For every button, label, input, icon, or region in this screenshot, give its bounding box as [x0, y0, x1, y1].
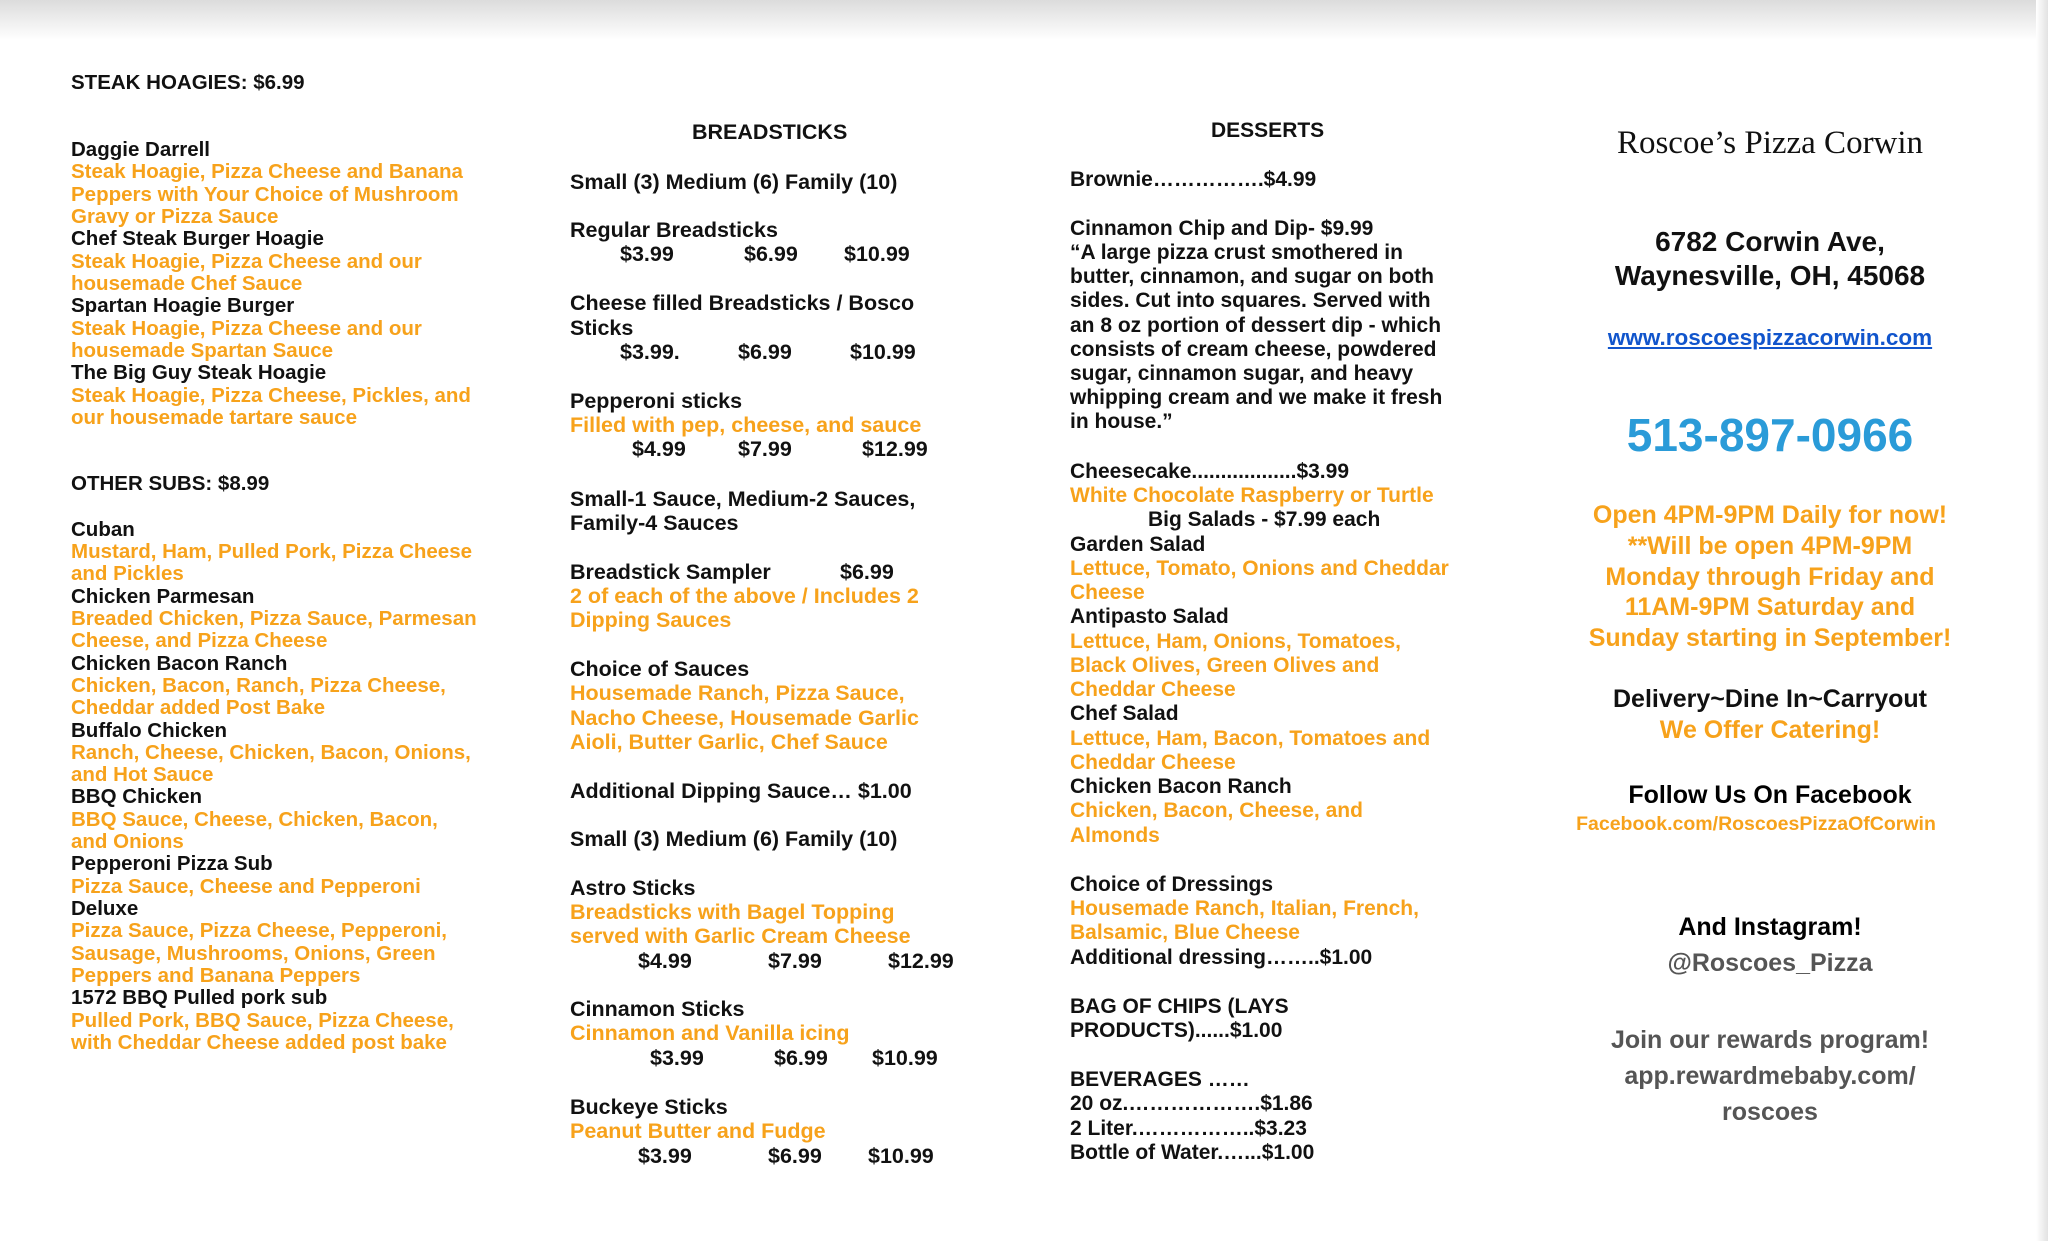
facebook-url[interactable]: Facebook.com/RoscoesPizzaOfCorwin: [1576, 813, 1936, 835]
item-desc: BBQ Sauce, Cheese, Chicken, Bacon,: [71, 808, 438, 831]
services-line: Delivery~Dine In~Carryout: [1612, 685, 1927, 713]
item-name: Cinnamon Chip and Dip- $9.99: [1070, 217, 1374, 240]
item-desc: Breaded Chicken, Pizza Sauce, Parmesan: [71, 607, 477, 630]
item-price: $6.99: [840, 560, 894, 584]
website-link[interactable]: www.roscoespizzacorwin.com: [1607, 325, 1933, 350]
price-small: $3.99: [650, 1046, 704, 1070]
item-desc: Breadsticks with Bagel Topping: [570, 900, 895, 924]
item-name: Brownie…………….$4.99: [1070, 168, 1317, 191]
item-name: Cuban: [71, 518, 135, 541]
item-name: Spartan Hoagie Burger: [71, 294, 295, 317]
item-desc: Mustard, Ham, Pulled Pork, Pizza Cheese: [71, 540, 473, 563]
item-name: Chicken Bacon Ranch: [1070, 775, 1292, 798]
item-name: Chicken Bacon Ranch: [71, 652, 288, 675]
item-desc: our housemade tartare sauce: [71, 406, 357, 429]
size-legend: Small (3) Medium (6) Family (10): [570, 170, 898, 194]
item-desc: Cinnamon and Vanilla icing: [570, 1021, 850, 1045]
item-name: Sticks: [570, 316, 634, 340]
item-desc: Steak Hoagie, Pizza Cheese and our: [71, 250, 422, 273]
price-family: $12.99: [888, 949, 954, 973]
additional-dressing: Additional dressing……..$1.00: [1070, 946, 1373, 969]
item-desc: consists of cream cheese, powdered: [1070, 338, 1437, 361]
item-name: Chef Steak Burger Hoagie: [71, 227, 324, 250]
item-name: Deluxe: [71, 897, 139, 920]
beverage-line: Bottle of Water.…...$1.00: [1070, 1141, 1315, 1164]
chips-line: BAG OF CHIPS (LAYS: [1070, 995, 1289, 1018]
item-name: Cheese filled Breadsticks / Bosco: [570, 291, 915, 315]
catering-line: We Offer Catering!: [1659, 716, 1881, 744]
item-desc: Filled with pep, cheese, and sauce: [570, 413, 922, 437]
price-medium: $7.99: [738, 437, 792, 461]
item-name: Buffalo Chicken: [71, 719, 228, 742]
price-family: $10.99: [844, 242, 910, 266]
hours-line: Open 4PM-9PM Daily for now!: [1592, 501, 1948, 529]
beverage-line: 2 Liter.……………..$3.23: [1070, 1117, 1307, 1140]
item-name: Cheesecake..................$3.99: [1070, 460, 1349, 483]
item-desc: in house.”: [1070, 410, 1173, 433]
item-name: Regular Breadsticks: [570, 218, 778, 242]
item-desc: Cheese, and Pizza Cheese: [71, 629, 328, 652]
item-name: Daggie Darrell: [71, 138, 210, 161]
steak-hoagies-heading: STEAK HOAGIES: $6.99: [71, 71, 305, 94]
item-desc: Dipping Sauces: [570, 608, 732, 632]
hours-line: Monday through Friday and: [1605, 563, 1935, 591]
price-small: $3.99: [620, 242, 674, 266]
item-desc: Nacho Cheese, Housemade Garlic: [570, 706, 919, 730]
item-name: Garden Salad: [1070, 533, 1206, 556]
right-fold-shadow: [2036, 0, 2048, 1241]
item-desc: Black Olives, Green Olives and: [1070, 654, 1380, 677]
item-desc: Lettuce, Ham, Bacon, Tomatoes and: [1070, 727, 1431, 750]
item-desc: Chicken, Bacon, Ranch, Pizza Cheese,: [71, 674, 446, 697]
item-desc: Gravy or Pizza Sauce: [71, 205, 279, 228]
sauce-note: Small-1 Sauce, Medium-2 Sauces,: [570, 487, 916, 511]
item-desc: housemade Spartan Sauce: [71, 339, 334, 362]
item-desc: Pizza Sauce, Pizza Cheese, Pepperoni,: [71, 919, 447, 942]
item-desc: Peppers and Banana Peppers: [71, 964, 361, 987]
item-desc: Balsamic, Blue Cheese: [1070, 921, 1300, 944]
item-desc: Cheddar Cheese: [1070, 678, 1236, 701]
item-desc: and Hot Sauce: [71, 763, 214, 786]
item-desc: and Pickles: [71, 562, 184, 585]
top-shadow: [0, 0, 2048, 40]
item-desc: Chicken, Bacon, Cheese, and: [1070, 799, 1363, 822]
item-desc: Ranch, Cheese, Chicken, Bacon, Onions,: [71, 741, 471, 764]
price-medium: $6.99: [774, 1046, 828, 1070]
beverages-heading: BEVERAGES ……: [1070, 1068, 1250, 1091]
item-desc: Lettuce, Tomato, Onions and Cheddar: [1070, 557, 1449, 580]
item-desc: whipping cream and we make it fresh: [1070, 386, 1443, 409]
address-line: 6782 Corwin Ave,: [1655, 226, 1885, 257]
beverage-line: 20 oz.……………….$1.86: [1070, 1092, 1313, 1115]
item-name: Chicken Parmesan: [71, 585, 255, 608]
hours-line: 11AM-9PM Saturday and: [1624, 593, 1916, 621]
price-family: $10.99: [872, 1046, 938, 1070]
salads-heading: Big Salads - $7.99 each: [1148, 508, 1381, 531]
breadsticks-heading: BREADSTICKS: [692, 120, 848, 144]
item-desc: Cheddar added Post Bake: [71, 696, 326, 719]
item-desc: Aioli, Butter Garlic, Chef Sauce: [570, 730, 888, 754]
price-medium: $7.99: [768, 949, 822, 973]
rewards-link[interactable]: roscoes: [1722, 1098, 1818, 1126]
instagram-handle[interactable]: @Roscoes_Pizza: [1667, 949, 1873, 977]
item-desc: Housemade Ranch, Pizza Sauce,: [570, 681, 905, 705]
item-desc: an 8 oz portion of dessert dip - which: [1070, 314, 1442, 337]
price-medium: $6.99: [744, 242, 798, 266]
item-name: Pepperoni Pizza Sub: [71, 852, 273, 875]
item-desc: Steak Hoagie, Pizza Cheese and Banana: [71, 160, 463, 183]
item-desc: Steak Hoagie, Pizza Cheese and our: [71, 317, 422, 340]
item-desc: Housemade Ranch, Italian, French,: [1070, 897, 1419, 920]
item-desc: housemade Chef Sauce: [71, 272, 303, 295]
item-desc: “A large pizza crust smothered in: [1070, 241, 1403, 264]
price-family: $10.99: [868, 1144, 934, 1168]
item-desc: Lettuce, Ham, Onions, Tomatoes,: [1070, 630, 1401, 653]
restaurant-title: Roscoe’s Pizza Corwin: [1616, 125, 1924, 161]
item-name: Antipasto Salad: [1070, 605, 1229, 628]
rewards-link[interactable]: app.rewardmebaby.com/: [1624, 1062, 1916, 1090]
item-name: Astro Sticks: [570, 876, 696, 900]
other-subs-heading: OTHER SUBS: $8.99: [71, 472, 270, 495]
price-medium: $6.99: [738, 340, 792, 364]
price-medium: $6.99: [768, 1144, 822, 1168]
item-desc: Cheddar Cheese: [1070, 751, 1236, 774]
item-desc: Peanut Butter and Fudge: [570, 1119, 826, 1143]
item-desc: Peppers with Your Choice of Mushroom: [71, 183, 459, 206]
item-desc: served with Garlic Cream Cheese: [570, 924, 911, 948]
hours-line: **Will be open 4PM-9PM: [1627, 532, 1913, 560]
item-desc: 2 of each of the above / Includes 2: [570, 584, 919, 608]
price-family: $10.99: [850, 340, 916, 364]
item-desc: with Cheddar Cheese added post bake: [71, 1031, 447, 1054]
facebook-heading: Follow Us On Facebook: [1628, 781, 1912, 809]
item-name: Cinnamon Sticks: [570, 997, 745, 1021]
item-name: Chef Salad: [1070, 702, 1179, 725]
item-name: 1572 BBQ Pulled pork sub: [71, 986, 328, 1009]
item-desc: sides. Cut into squares. Served with: [1070, 289, 1431, 312]
item-name: BBQ Chicken: [71, 785, 202, 808]
item-name: Choice of Dressings: [1070, 873, 1274, 896]
price-small: $3.99: [638, 1144, 692, 1168]
item-name: Choice of Sauces: [570, 657, 750, 681]
price-small: $4.99: [638, 949, 692, 973]
item-desc: Steak Hoagie, Pizza Cheese, Pickles, and: [71, 384, 471, 407]
desserts-heading: DESSERTS: [1211, 119, 1325, 142]
size-legend: Small (3) Medium (6) Family (10): [570, 827, 898, 851]
address-line: Waynesville, OH, 45068: [1614, 260, 1926, 291]
price-small: $4.99: [632, 437, 686, 461]
item-desc: butter, cinnamon, and sugar on both: [1070, 265, 1435, 288]
phone-number[interactable]: 513-897-0966: [1626, 409, 1914, 461]
item-name: Pepperoni sticks: [570, 389, 743, 413]
item-desc: Cheese: [1070, 581, 1145, 604]
item-desc: Sausage, Mushrooms, Onions, Green: [71, 942, 436, 965]
item-desc: and Onions: [71, 830, 184, 853]
price-family: $12.99: [862, 437, 928, 461]
rewards-line: Join our rewards program!: [1610, 1026, 1930, 1054]
instagram-heading: And Instagram!: [1678, 913, 1862, 941]
item-name: Breadstick Sampler: [570, 560, 771, 584]
item-desc: Pulled Pork, BBQ Sauce, Pizza Cheese,: [71, 1009, 454, 1032]
item-name: The Big Guy Steak Hoagie: [71, 361, 327, 384]
hours-line: Sunday starting in September!: [1588, 624, 1952, 652]
item-name: Buckeye Sticks: [570, 1095, 728, 1119]
item-desc: Pizza Sauce, Cheese and Pepperoni: [71, 875, 421, 898]
sauce-note: Family-4 Sauces: [570, 511, 739, 535]
additional-sauce: Additional Dipping Sauce… $1.00: [570, 779, 912, 803]
item-desc: sugar, cinnamon sugar, and heavy: [1070, 362, 1414, 385]
item-desc: White Chocolate Raspberry or Turtle: [1070, 484, 1434, 507]
price-small: $3.99.: [620, 340, 680, 364]
item-desc: Almonds: [1070, 824, 1160, 847]
chips-line: PRODUCTS)......$1.00: [1070, 1019, 1283, 1042]
